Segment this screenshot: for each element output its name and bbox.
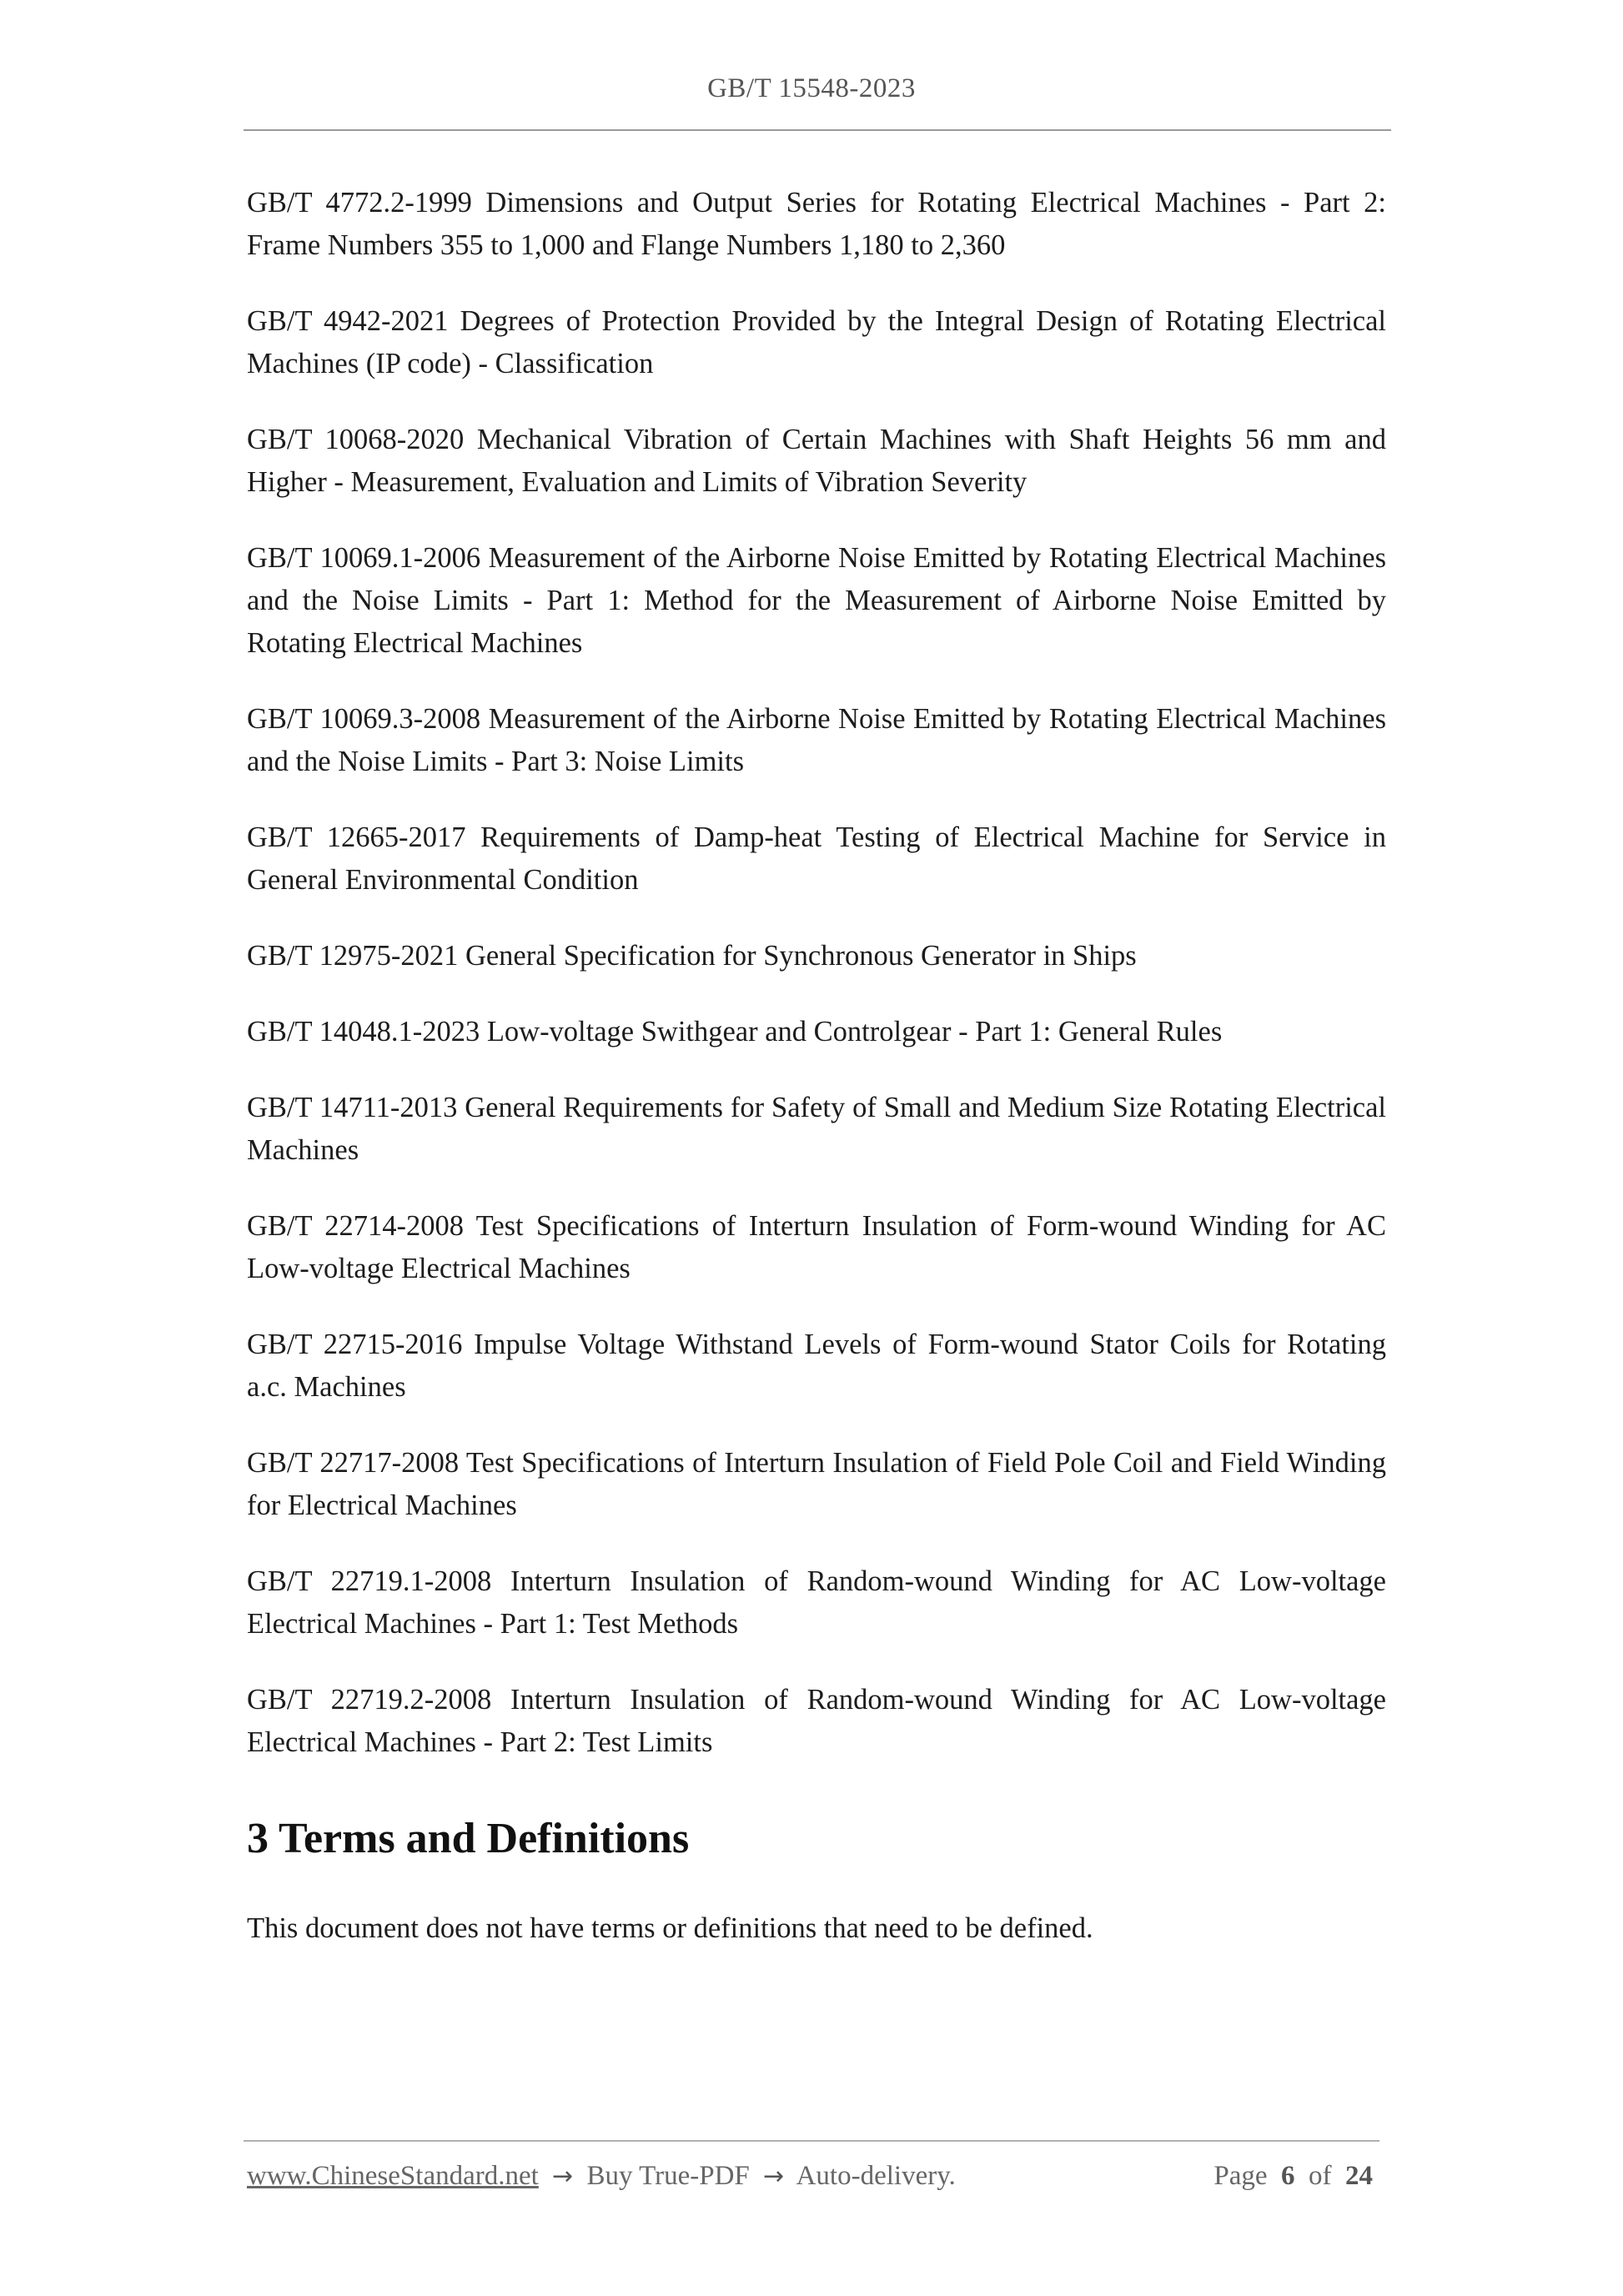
page-indicator (1213, 2161, 1373, 2192)
section-heading: 3 Terms and Definitions (247, 1815, 690, 1862)
right-arrow-icon: → (552, 2162, 574, 2191)
reference-item: GB/T 10069.3-2008 Measurement of the Airborne Noise Emitted by Rotating Electrical Machines and the Noise Limits - Part 3: Noise Limits (247, 703, 1386, 777)
reference-item: GB/T 12665-2017 Requirements of Damp-heat Testing of Electrical Machine for Service in General Environmental Condition (247, 821, 1386, 896)
right-arrow-icon: → (763, 2162, 785, 2191)
reference-item: GB/T 14048.1-2023 Low-voltage Swithgear and Controlgear - Part 1: General Rules (247, 1016, 1223, 1048)
reference-item: GB/T 22717-2008 Test Specifications of Interturn Insulation of Field Pole Coil and Field Winding for Electrical Machines (247, 1447, 1386, 1521)
section-body: This document does not have terms or definitions that need to be defined. (247, 1912, 1093, 1944)
header-title: GB/T 15548-2023 (707, 73, 916, 103)
of-label: of (1309, 2161, 1332, 2191)
buy-text: Buy True-PDF (586, 2161, 750, 2191)
reference-item: GB/T 12975-2021 General Specification for Synchronous Generator in Ships (247, 940, 1137, 972)
header-divider (244, 129, 1391, 131)
reference-item: GB/T 22719.1-2008 Interturn Insulation of Random-wound Winding for AC Low-voltage Electrical Machines - Part 1: Test Methods (247, 1565, 1386, 1640)
website-link[interactable]: www.ChineseStandard.net (247, 2161, 539, 2191)
reference-item: GB/T 22714-2008 Test Specifications of Interturn Insulation of Form-wound Winding for AC Low-voltage Electrical Machines (247, 1210, 1386, 1284)
reference-item: GB/T 4772.2-1999 Dimensions and Output Series for Rotating Electrical Machines - Part 2: Frame Numbers 355 to 1,000 and Flange Numbers 1,180 to 2,360 (247, 187, 1386, 261)
footer-promo (247, 2161, 956, 2192)
page-number: 6 (1281, 2161, 1295, 2191)
page-content (247, 182, 1386, 1950)
delivery-text: Auto-delivery. (796, 2161, 956, 2191)
reference-item: GB/T 22719.2-2008 Interturn Insulation of Random-wound Winding for AC Low-voltage Electrical Machines - Part 2: Test Limits (247, 1684, 1386, 1758)
reference-item: GB/T 14711-2013 General Requirements for Safety of Small and Medium Size Rotating Electrical Machines (247, 1092, 1386, 1166)
reference-item: GB/T 10068-2020 Mechanical Vibration of Certain Machines with Shaft Heights 56 mm and Higher - Measurement, Evaluation and Limits of Vibration Severity (247, 424, 1386, 498)
page-label: Page (1213, 2161, 1268, 2191)
reference-item: GB/T 22715-2016 Impulse Voltage Withstand Levels of Form-wound Stator Coils for Rotating a.c. Machines (247, 1329, 1386, 1403)
reference-item: GB/T 4942-2021 Degrees of Protection Provided by the Integral Design of Rotating Electrical Machines (IP code) - Classification (247, 305, 1386, 379)
footer-divider (244, 2140, 1379, 2142)
page-total: 24 (1345, 2161, 1373, 2191)
normative-references-list (247, 182, 1386, 1764)
reference-item: GB/T 10069.1-2006 Measurement of the Airborne Noise Emitted by Rotating Electrical Machines and the Noise Limits - Part 1: Method for the Measurement of Airborne Noise Emitted by Rotating Electrical Machines (247, 542, 1386, 659)
